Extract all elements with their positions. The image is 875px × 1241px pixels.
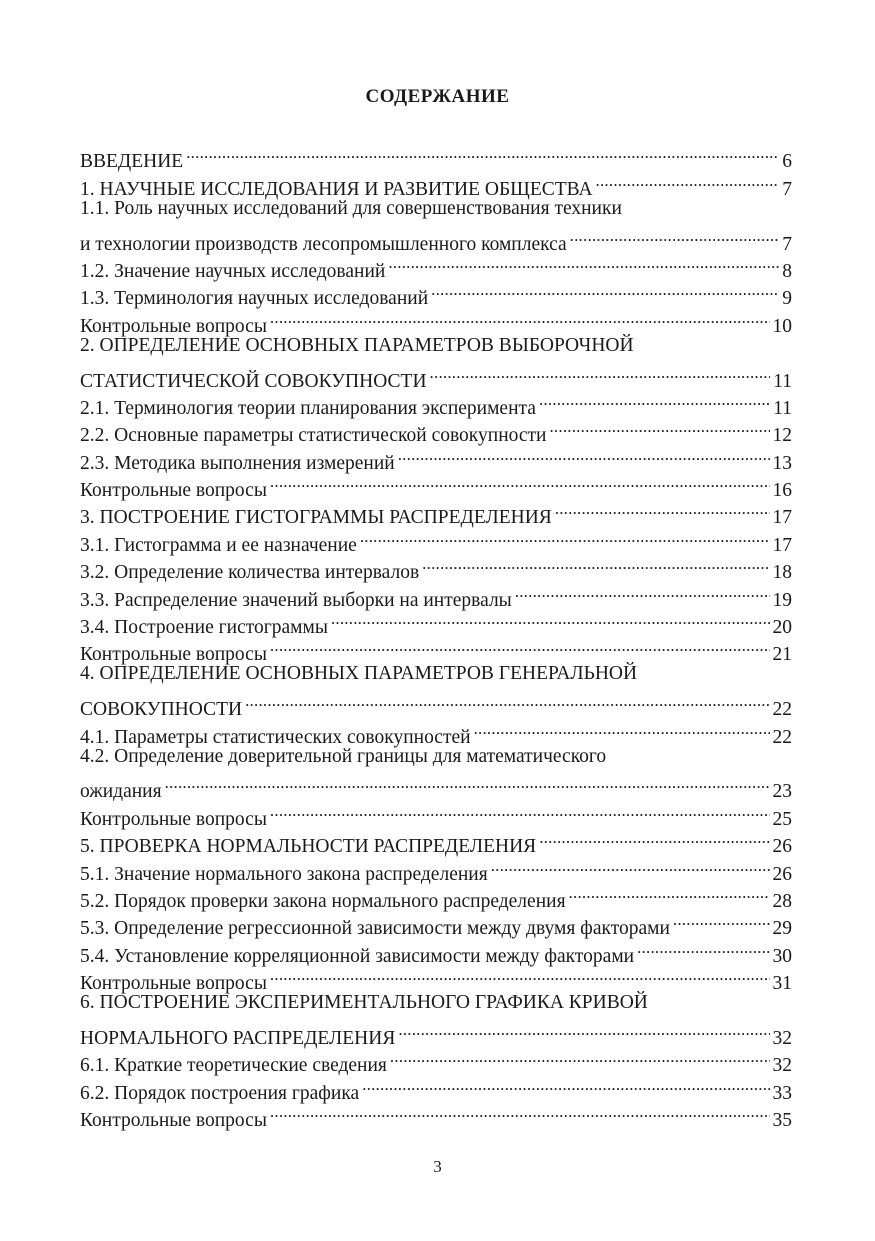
dot-leader	[570, 222, 780, 249]
toc-entry-title: 1.3. Терминология научных исследований	[80, 288, 429, 310]
toc-entry	[80, 195, 792, 222]
toc-entry-page: 9	[782, 288, 792, 310]
toc-entry	[80, 140, 792, 173]
toc-entry-page: 17	[772, 534, 792, 556]
toc-entry-page: 32	[772, 1027, 792, 1049]
toc-entry-page: 11	[773, 397, 792, 419]
toc-entry	[80, 743, 792, 770]
toc-entry-title: СТАТИСТИЧЕСКОЙ СОВОКУПНОСТИ	[80, 370, 427, 392]
table-of-contents	[80, 140, 792, 1132]
toc-entry-title: 1. НАУЧНЫЕ ИССЛЕДОВАНИЯ И РАЗВИТИЕ ОБЩЕСТВА	[80, 178, 593, 200]
toc-entry-page: 30	[772, 945, 792, 967]
toc-entry	[80, 989, 792, 1016]
toc-entry-page: 21	[772, 644, 792, 666]
dot-leader	[398, 1017, 769, 1044]
toc-entry-page: 13	[772, 452, 792, 474]
toc-entry-page: 20	[772, 617, 792, 639]
toc-entry-title: 4. ОПРЕДЕЛЕНИЕ ОСНОВНЫХ ПАРАМЕТРОВ ГЕНЕРАЛЬНОЙ	[80, 663, 638, 685]
dot-leader	[673, 907, 770, 934]
dot-leader	[360, 523, 770, 550]
dot-leader	[186, 140, 779, 167]
toc-entry-title: 6.2. Порядок построения графика	[80, 1082, 360, 1104]
toc-entry-page: 29	[772, 918, 792, 940]
toc-entry-title: 2.1. Терминология теории планирования эксперимента	[80, 397, 536, 419]
dot-leader	[362, 1071, 769, 1098]
dot-leader	[430, 359, 771, 386]
dot-leader	[596, 167, 780, 194]
toc-entry-page: 17	[772, 507, 792, 529]
toc-entry	[80, 222, 792, 255]
dot-leader	[390, 1044, 770, 1071]
toc-entry-page: 28	[772, 890, 792, 912]
toc-entry-title: Контрольные вопросы	[80, 973, 267, 995]
dot-leader	[270, 797, 770, 824]
dot-leader	[388, 250, 779, 277]
toc-entry-page: 32	[772, 1055, 792, 1077]
toc-entry-title: ВВЕДЕНИЕ	[80, 151, 184, 173]
toc-entry-title: 3.2. Определение количества интервалов	[80, 562, 420, 584]
toc-entry-title: 2.2. Основные параметры статистической совокупности	[80, 425, 547, 447]
toc-entry-title: 5.2. Порядок проверки закона нормального распределения	[80, 890, 566, 912]
toc-entry-title: Контрольные вопросы	[80, 315, 267, 337]
toc-entry-page: 25	[772, 808, 792, 830]
toc-entry-title: 4.1. Параметры статистических совокупностей	[80, 726, 471, 748]
toc-entry-title: СОВОКУПНОСТИ	[80, 699, 243, 721]
dot-leader	[165, 770, 770, 797]
dot-leader	[569, 880, 770, 907]
toc-entry-page: 11	[773, 370, 792, 392]
toc-entry-page: 18	[772, 562, 792, 584]
toc-entry-page: 33	[772, 1082, 792, 1104]
toc-entry-page: 6	[782, 151, 792, 173]
toc-entry-page: 19	[772, 589, 792, 611]
dot-leader	[555, 496, 770, 523]
dot-leader	[270, 469, 770, 496]
dot-leader	[270, 304, 770, 331]
dot-leader	[539, 825, 769, 852]
toc-entry	[80, 660, 792, 687]
dot-leader	[474, 715, 770, 742]
toc-entry-page: 8	[782, 260, 792, 282]
toc-entry-page: 22	[772, 699, 792, 721]
dot-leader	[398, 441, 770, 468]
dot-leader	[331, 606, 770, 633]
toc-entry-page: 31	[772, 973, 792, 995]
page-number: 3	[433, 1157, 442, 1176]
toc-entry-page: 12	[772, 425, 792, 447]
dot-leader	[539, 387, 770, 414]
toc-entry-title: и технологии производств лесопромышленного комплекса	[80, 233, 567, 255]
dot-leader	[245, 688, 769, 715]
toc-entry	[80, 332, 792, 359]
toc-entry-page: 26	[772, 836, 792, 858]
dot-leader	[549, 414, 769, 441]
dot-leader	[515, 578, 770, 605]
toc-entry	[80, 167, 792, 200]
toc-entry-title: 3. ПОСТРОЕНИЕ ГИСТОГРАММЫ РАСПРЕДЕЛЕНИЯ	[80, 507, 552, 529]
dot-leader	[491, 852, 770, 879]
dot-leader	[422, 551, 769, 578]
toc-entry-title: 1.1. Роль научных исследований для совершенствования техники	[80, 197, 622, 219]
toc-entry-title: 5.3. Определение регрессионной зависимости между двумя факторами	[80, 918, 670, 940]
toc-entry	[80, 797, 792, 830]
toc-entry-title: 3.1. Гистограмма и ее назначение	[80, 534, 357, 556]
toc-entry-page: 16	[772, 480, 792, 502]
toc-entry-title: 5.1. Значение нормального закона распределения	[80, 863, 488, 885]
dot-leader	[637, 934, 769, 961]
toc-entry	[80, 1017, 792, 1049]
toc-entry-title: Контрольные вопросы	[80, 808, 267, 830]
toc-entry-title: 2. ОПРЕДЕЛЕНИЕ ОСНОВНЫХ ПАРАМЕТРОВ ВЫБОРОЧНОЙ	[80, 334, 634, 356]
toc-entry-title: Контрольные вопросы	[80, 480, 267, 502]
toc-entry-title: Контрольные вопросы	[80, 644, 267, 666]
toc-entry-title: 6.1. Краткие теоретические сведения	[80, 1055, 387, 1077]
toc-entry-title: 4.2. Определение доверительной границы для математического	[80, 745, 607, 767]
page-title: СОДЕРЖАНИЕ	[365, 86, 510, 107]
toc-entry	[80, 688, 792, 721]
toc-entry-title: 6. ПОСТРОЕНИЕ ЭКСПЕРИМЕНТАЛЬНОГО ГРАФИКА КРИВОЙ	[80, 992, 648, 1014]
toc-entry-title: НОРМАЛЬНОГО РАСПРЕДЕЛЕНИЯ	[80, 1027, 396, 1049]
dot-leader	[270, 962, 770, 989]
toc-entry-title: 1.2. Значение научных исследований	[80, 260, 386, 282]
toc-entry-page: 26	[772, 863, 792, 885]
toc-entry-page: 7	[782, 233, 792, 255]
toc-entry-title: 3.3. Распределение значений выборки на интервалы	[80, 589, 512, 611]
toc-entry-page: 23	[772, 781, 792, 803]
toc-entry	[80, 770, 792, 803]
toc-entry	[80, 359, 792, 392]
toc-entry-title: 2.3. Методика выполнения измерений	[80, 452, 395, 474]
dot-leader	[431, 277, 779, 304]
toc-entry-title: ожидания	[80, 781, 162, 803]
dot-leader	[270, 633, 770, 660]
toc-entry-page: 10	[772, 315, 792, 337]
toc-entry-page: 7	[782, 178, 792, 200]
toc-entry-page: 35	[772, 1110, 792, 1132]
toc-entry-page: 22	[772, 726, 792, 748]
toc-entry-title: 5.4. Установление корреляционной зависимости между факторами	[80, 945, 635, 967]
toc-entry-title: Контрольные вопросы	[80, 1110, 267, 1132]
dot-leader	[270, 1099, 770, 1126]
toc-entry-title: 5. ПРОВЕРКА НОРМАЛЬНОСТИ РАСПРЕДЕЛЕНИЯ	[80, 836, 537, 858]
toc-entry-title: 3.4. Построение гистограммы	[80, 617, 328, 639]
